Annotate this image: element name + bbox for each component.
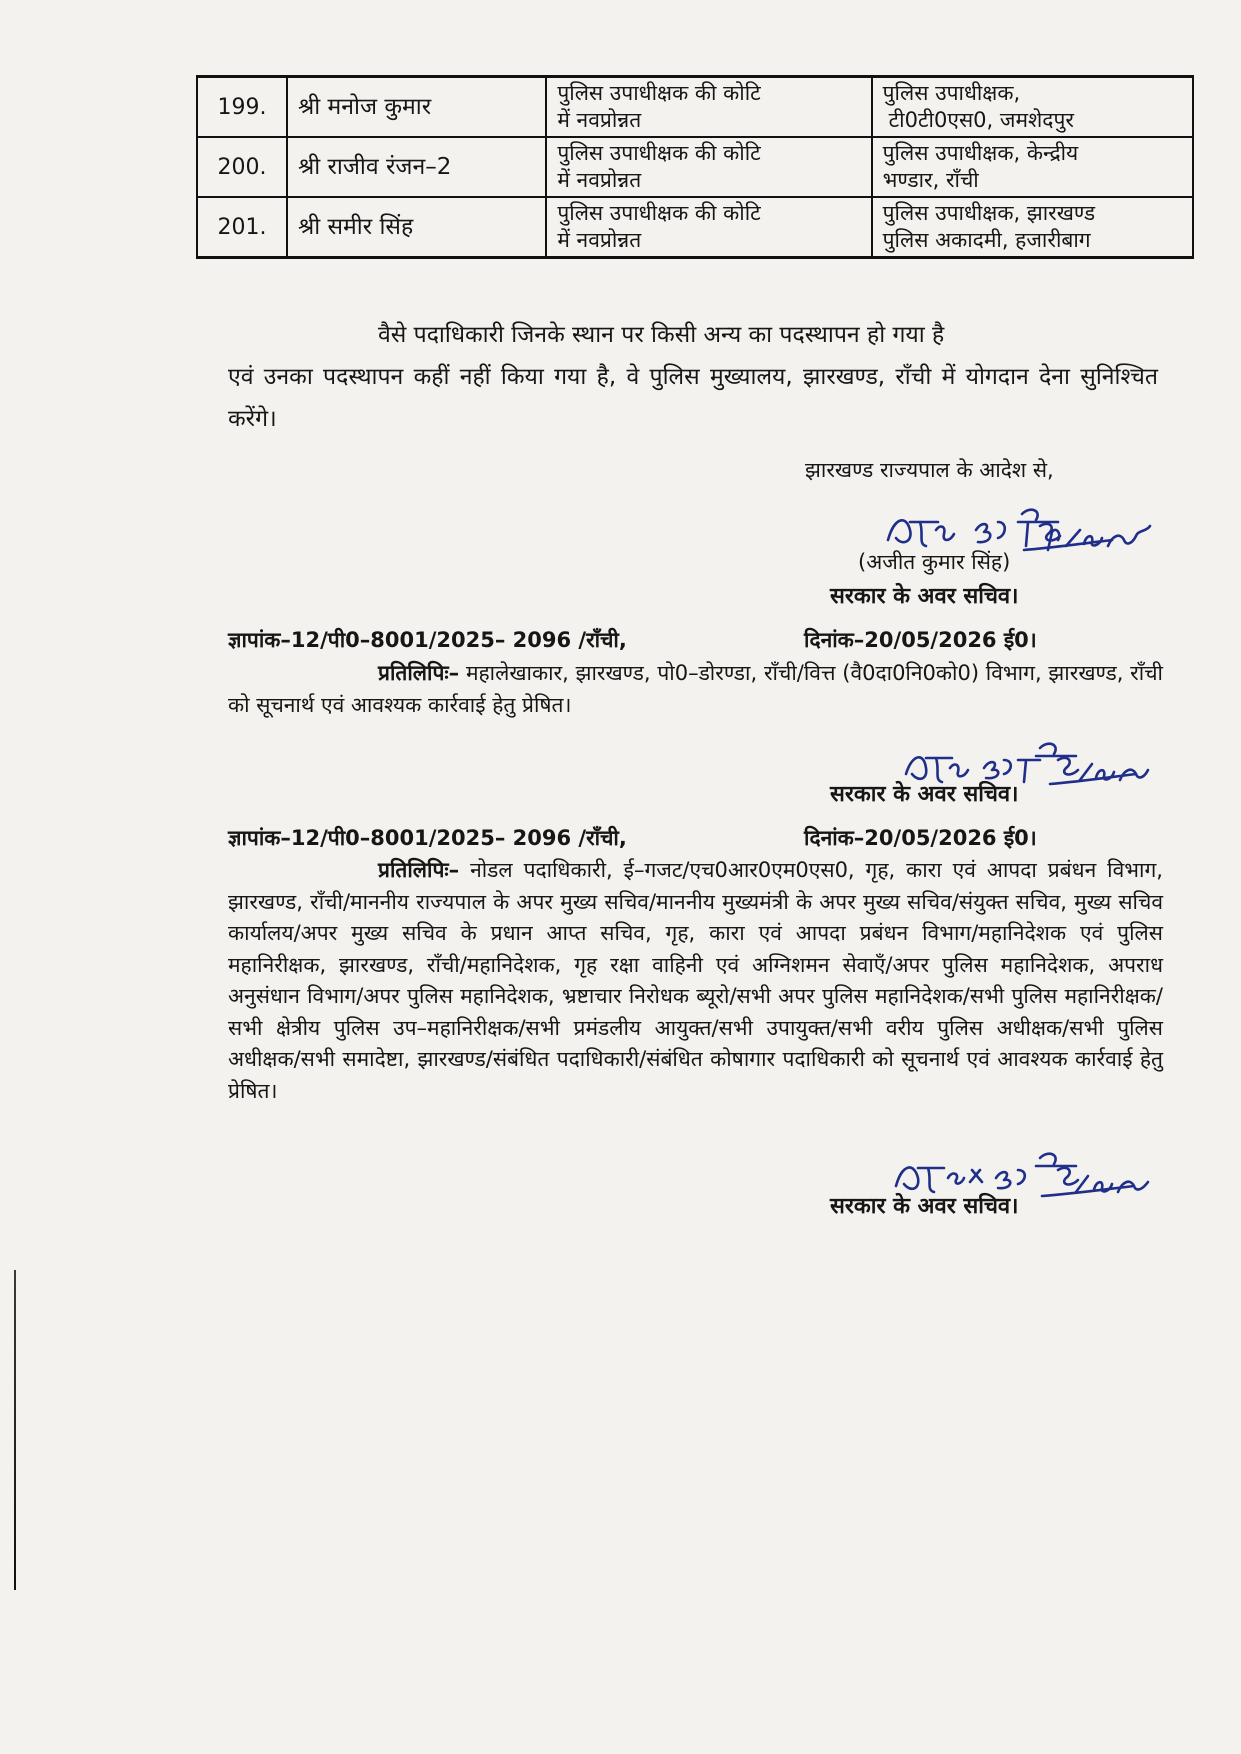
posting-cell [872, 197, 1193, 258]
table-row [197, 77, 1193, 138]
serial-number-cell: 201. [197, 197, 287, 258]
officer-name-cell: श्री मनोज कुमार [287, 77, 546, 138]
scan-edge-line [14, 1270, 16, 1590]
paragraph-rest: एवं उनका पदस्थापन कहीं नहीं किया गया है, वे पुलिस मुख्यालय, झारखण्ड, राँची में योगदान देना सुनिश्चित करेंगे। [228, 364, 1158, 432]
posting-table [196, 75, 1194, 259]
promotion-line-2: में नवप्रोन्नत [557, 168, 642, 192]
paragraph-first-line: वैसे पदाधिकारी जिनके स्थान पर किसी अन्य का पदस्थापन हो गया है [378, 322, 945, 348]
posting-line-1: पुलिस उपाधीक्षक, झारखण्ड [882, 201, 1096, 225]
posting-line-2: टी0टी0एस0, जमशेदपुर [888, 108, 1074, 132]
promotion-cell [546, 77, 871, 138]
memo-number: ज्ञापांक–12/पी0–8001/2025– 2096 /राँची, [228, 628, 627, 652]
posting-line-1: पुलिस उपाधीक्षक, [882, 81, 1021, 105]
memo-1-copy-to [228, 658, 1163, 721]
officer-name-cell: श्री समीर सिंह [287, 197, 546, 258]
officer-name-cell: श्री राजीव रंजन–2 [287, 137, 546, 197]
copy-recipients: महालेखाकार, झारखण्ड, पो0–डोरण्डा, राँची/वित्त (वै0दा0नि0को0) विभाग, झारखण्ड, राँची को सूचनार्थ एवं आवश्यक कार्रवाई हेतु प्रेषित। [228, 661, 1163, 717]
promotion-line-1: पुलिस उपाधीक्षक की कोटि [557, 201, 761, 225]
posting-line-2: पुलिस अकादमी, हजारीबाग [882, 228, 1091, 252]
copy-recipients: नोडल पदाधिकारी, ई–गजट/एच0आर0एम0एस0, गृह, कारा एवं आपदा प्रबंधन विभाग, झारखण्ड, राँची/माननीय राज्यपाल के अपर मुख्य सचिव/माननीय मुख्यमंत्री के अपर मुख्य सचिव/संयुक्त सचिव, मुख्य सचिव कार्यालय/अपर मुख्य सचिव के प्रधान आप्त सचिव, गृह, कारा एवं आपदा प्रबंधन विभाग/महानिदेशक एवं पुलिस महानिरीक्षक, झारखण्ड, राँची/महानिदेशक, गृह रक्षा वाहिनी एवं अग्निशमन सेवाएँ/अपर पुलिस महानिदेशक, अपराध अनुसंधान विभाग/अपर पुलिस महानिदेशक, भ्रष्टाचार निरोधक ब्यूरो/सभी अपर पुलिस महानिदेशक/सभी पुलिस महानिरीक्षक/सभी क्षेत्रीय पुलिस उप–महानिरीक्षक/सभी प्रमंडलीय आयुक्त/सभी उपायुक्त/सभी वरीय पुलिस अधीक्षक/सभी पुलिस अधीक्षक/सभी समादेष्टा, झारखण्ड/संबंधित पदाधिकारी/संबंधित कोषागार पदाधिकारी को सूचनार्थ एवं आवश्यक कार्रवाई हेतु प्रेषित। [228, 858, 1163, 1103]
posting-line-2: भण्डार, राँची [882, 168, 979, 192]
memo-1-signatory-title: सरकार के अवर सचिव। [830, 782, 1019, 807]
copy-label: प्रतिलिपिः– [378, 858, 460, 882]
posting-cell [872, 137, 1193, 197]
serial-number-cell: 199. [197, 77, 287, 138]
promotion-cell [546, 137, 871, 197]
promotion-cell [546, 197, 871, 258]
serial-number-cell: 200. [197, 137, 287, 197]
memo-2-signatory-title: सरकार के अवर सचिव। [830, 1194, 1019, 1219]
table-row [197, 137, 1193, 197]
signatory-title: सरकार के अवर सचिव। [830, 584, 1019, 609]
memo-date: दिनांक–20/05/2026 ई0। [804, 628, 1037, 652]
promotion-line-1: पुलिस उपाधीक्षक की कोटि [557, 81, 761, 105]
order-authority-line: झारखण्ड राज्यपाल के आदेश से, [805, 458, 1054, 482]
memo-number: ज्ञापांक–12/पी0–8001/2025– 2096 /राँची, [228, 826, 627, 850]
main-paragraph [228, 314, 1158, 440]
signatory-name: (अजीत कुमार सिंह) [858, 550, 1011, 574]
memo-2-copy-to [228, 855, 1163, 1107]
posting-cell [872, 77, 1193, 138]
posting-line-1: पुलिस उपाधीक्षक, केन्द्रीय [882, 141, 1079, 165]
promotion-line-1: पुलिस उपाधीक्षक की कोटि [557, 141, 761, 165]
promotion-line-2: में नवप्रोन्नत [557, 228, 642, 252]
copy-label: प्रतिलिपिः– [378, 661, 460, 685]
table-row [197, 197, 1193, 258]
promotion-line-2: में नवप्रोन्नत [557, 108, 642, 132]
memo-date: दिनांक–20/05/2026 ई0। [804, 826, 1037, 850]
